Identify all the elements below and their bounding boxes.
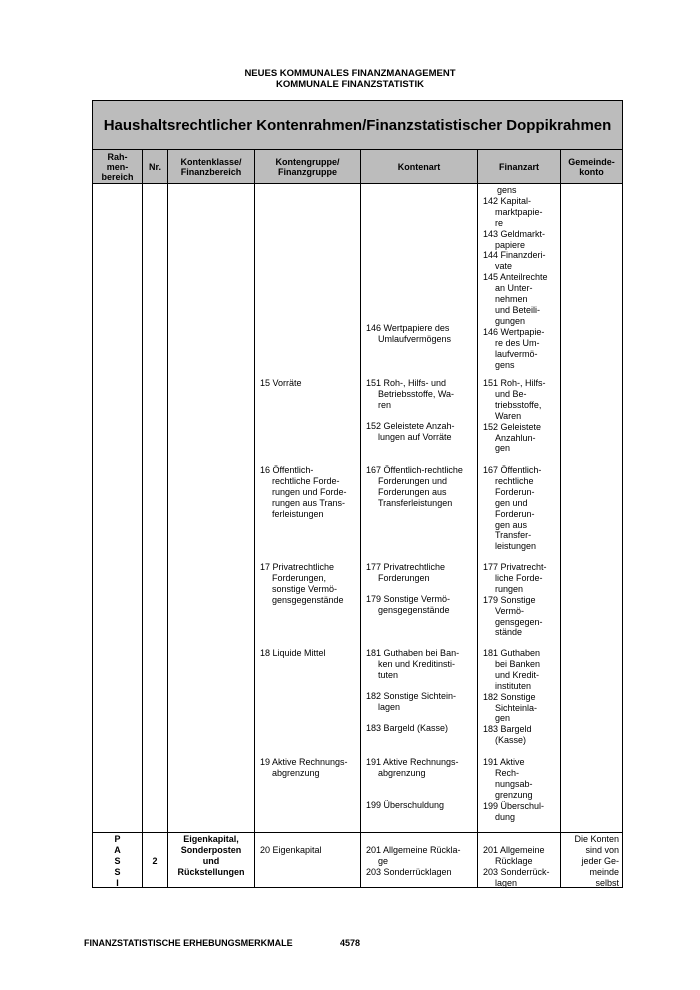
finanzart-cell-17: 177 Privatrecht- liche Forde- rungen 179 Sonstige Vermö- gensgegen- stände [483,562,547,638]
col-header-gemeindekonto: Gemeinde- konto [561,150,622,184]
kontenart-cell-146: 146 Wertpapiere des Umlaufvermögens [366,323,452,344]
grid-line [167,150,168,887]
finanzart-cell-15: 151 Roh-, Hilfs- und Be- triebsstoffe, Waren 152 Geleistete Anzahlun- gen [483,378,546,454]
footer-label: FINANZSTATISTISCHE ERHEBUNGSMERKMALE [84,938,293,948]
finanzart-cell-14: gens 142 Kapital- marktpapie- re 143 Geldmarkt- papiere 144 Finanzderi- vate 145 Anteilrechte an Unter- nehmen und Beteili- gungen 146 Wertpapie- re des Um- laufvermö- gens [483,185,548,370]
table-title: Haushaltsrechtlicher Kontenrahmen/Finanzstatistischer Doppikrahmen [93,101,622,150]
grid-line [360,150,361,887]
kontengruppe-cell-20: 20 Eigenkapital [260,845,322,855]
kontenart-cell-15: 151 Roh-, Hilfs- und Betriebsstoffe, Wa- ren 152 Geleistete Anzah- lungen auf Vorräte [366,378,455,442]
kontengruppe-cell-18: 18 Liquide Mittel [260,648,326,658]
grid-line [142,150,143,887]
kontenart-cell-20: 201 Allgemeine Rückla- ge 203 Sonderrücklagen [366,845,461,877]
rahmenbereich-cell-passiva: P A S S I [114,834,121,888]
page-number: 4578 [340,938,361,948]
grid-line [254,150,255,887]
kontengruppe-cell-16: 16 Öffentlich- rechtliche Forde- rungen und Forde- rungen aus Trans- ferleistungen [260,465,347,519]
col-header-nr: Nr. [143,150,167,184]
col-header-rahmenbereich: Rah- men- bereich [93,150,142,184]
finanzart-cell-20: 201 Allgemeine Rücklage 203 Sonderrück- lagen [483,845,550,888]
kontengruppe-cell-19: 19 Aktive Rechnungs- abgrenzung [260,757,348,778]
kontenart-cell-17: 177 Privatrechtliche Forderungen 179 Sonstige Vermö- gensgegenstände [366,562,451,615]
kontenklasse-cell-2: Eigenkapital, Sonderposten und Rückstellungen [177,834,245,877]
finanzart-cell-19: 191 Aktive Rech- nungsab- grenzung 199 Überschul- dung [483,757,545,822]
kontenart-cell-16: 167 Öffentlich-rechtliche Forderungen und Forderungen aus Transferleistungen [366,465,463,508]
finanzart-cell-16: 167 Öffentlich- rechtliche Forderun- gen und Forderun- gen aus Transfer- leistungen [483,465,542,552]
col-header-finanzart: Finanzart [478,150,560,184]
col-header-kontenklasse: Kontenklasse/ Finanzbereich [168,150,254,184]
header-line-2: KOMMUNALE FINANZSTATISTIK [276,79,424,90]
grid-line [477,150,478,887]
kontenart-cell-19: 191 Aktive Rechnungs- abgrenzung 199 Überschuldung [366,757,459,810]
col-header-kontengruppe: Kontengruppe/ Finanzgruppe [255,150,360,184]
header-line-1: NEUES KOMMUNALES FINANZMANAGEMENT [244,68,456,79]
kontengruppe-cell-15: 15 Vorräte [260,378,302,388]
grid-line [560,150,561,887]
nr-cell-2: 2 [152,856,158,866]
row-divider [93,832,622,833]
finanzart-cell-18: 181 Guthaben bei Banken und Kredit- instituten 182 Sonstige Sichteinla- gen 183 Bargeld (Kasse) [483,648,541,746]
document-header [0,68,700,90]
col-header-kontenart: Kontenart [361,150,477,184]
account-framework-table [92,100,623,888]
gemeindekonto-cell-2: Die Konten sind von jeder Ge- meinde selbst [574,834,619,888]
kontengruppe-cell-17: 17 Privatrechtliche Forderungen, sonstige Vermö- gensgegenstände [260,562,344,605]
kontenart-cell-18: 181 Guthaben bei Ban- ken und Kreditinsti- tuten 182 Sonstige Sichtein- lagen 183 Bargeld (Kasse) [366,648,460,733]
